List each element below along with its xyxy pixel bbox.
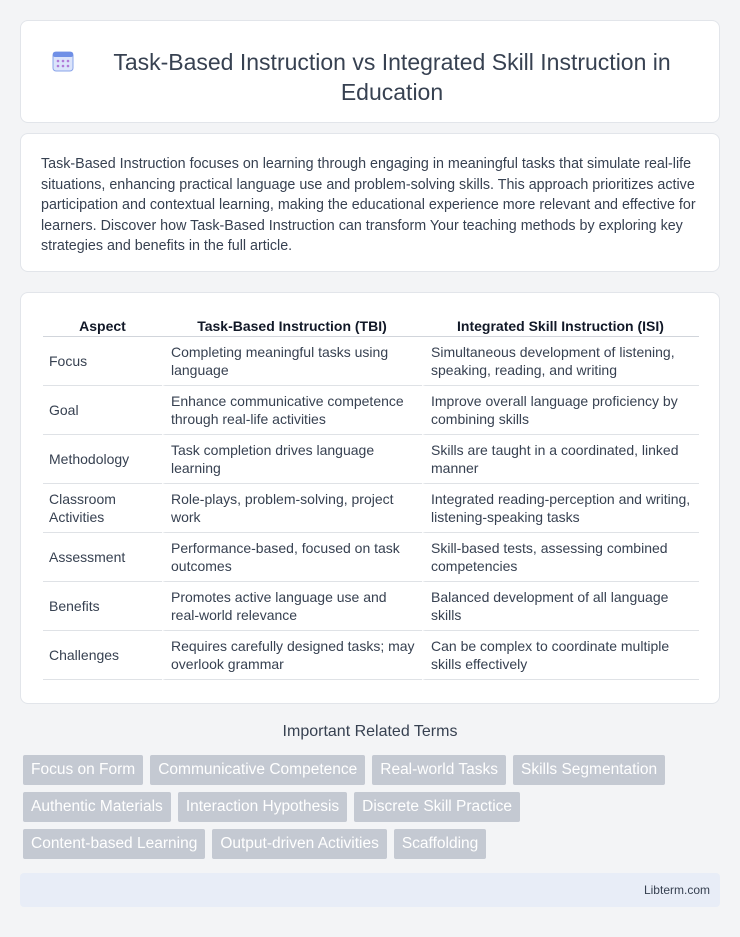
related-terms-list	[23, 755, 713, 866]
column-header-isi: Integrated Skill Instruction (ISI)	[422, 313, 699, 337]
tbi-cell: Enhance communicative competence through real-life activities	[162, 386, 422, 435]
aspect-cell: Focus	[43, 337, 162, 386]
isi-cell: Balanced development of all language skills	[422, 582, 699, 631]
related-terms-title: Important Related Terms	[282, 723, 458, 740]
tag-row	[23, 755, 713, 785]
tag-row	[23, 792, 713, 822]
term-tag[interactable]: Output-driven Activities	[212, 829, 387, 859]
comparison-table	[43, 313, 699, 680]
tbi-cell: Performance-based, focused on task outcomes	[162, 533, 422, 582]
footer-brand[interactable]: Libterm.com	[643, 883, 710, 897]
term-tag[interactable]: Content-based Learning	[23, 829, 205, 859]
isi-cell: Integrated reading-perception and writing, listening-speaking tasks	[422, 484, 699, 533]
comparison-table-card	[20, 292, 720, 704]
tbi-cell: Task completion drives language learning	[162, 435, 422, 484]
aspect-cell: Assessment	[43, 533, 162, 582]
term-tag[interactable]: Skills Segmentation	[513, 755, 665, 785]
table-row	[43, 484, 699, 533]
table-row	[43, 533, 699, 582]
table-row	[43, 631, 699, 680]
calendar-icon	[51, 49, 75, 73]
table-row	[43, 435, 699, 484]
table-row	[43, 582, 699, 631]
column-header-aspect: Aspect	[43, 313, 162, 337]
isi-cell: Simultaneous development of listening, speaking, reading, and writing	[422, 337, 699, 386]
tbi-cell: Requires carefully designed tasks; may overlook grammar	[162, 631, 422, 680]
intro-paragraph: Task-Based Instruction focuses on learning through engaging in meaningful tasks that simulate real-life situations, enhancing practical language use and problem-solving skills. This approach prioritizes active participation and contextual learning, making the educational experience more relevant and effective for learners. Discover how Task-Based Instruction can transform Your teaching methods by exploring key strategies and benefits in the full article.	[41, 156, 696, 254]
term-tag[interactable]: Scaffolding	[394, 829, 486, 859]
tag-row	[23, 829, 713, 859]
term-tag[interactable]: Authentic Materials	[23, 792, 171, 822]
title-wrap	[21, 21, 719, 107]
tbi-cell: Role-plays, problem-solving, project work	[162, 484, 422, 533]
table-row	[43, 386, 699, 435]
aspect-cell: Benefits	[43, 582, 162, 631]
term-tag[interactable]: Discrete Skill Practice	[354, 792, 520, 822]
term-tag[interactable]: Real-world Tasks	[372, 755, 506, 785]
header-card	[20, 20, 720, 123]
term-tag[interactable]: Interaction Hypothesis	[178, 792, 347, 822]
term-tag[interactable]: Focus on Form	[23, 755, 143, 785]
column-header-tbi: Task-Based Instruction (TBI)	[162, 313, 422, 337]
aspect-cell: Goal	[43, 386, 162, 435]
aspect-cell: Methodology	[43, 435, 162, 484]
table-row	[43, 337, 699, 386]
tbi-cell: Completing meaningful tasks using language	[162, 337, 422, 386]
aspect-cell: Classroom Activities	[43, 484, 162, 533]
intro-card	[20, 133, 720, 272]
table-header-row	[43, 313, 699, 337]
isi-cell: Improve overall language proficiency by combining skills	[422, 386, 699, 435]
isi-cell: Skills are taught in a coordinated, linked manner	[422, 435, 699, 484]
term-tag[interactable]: Communicative Competence	[150, 755, 365, 785]
footer-bar	[20, 873, 720, 907]
page-title: Task-Based Instruction vs Integrated Skill Instruction in Education	[113, 49, 671, 105]
tbi-cell: Promotes active language use and real-world relevance	[162, 582, 422, 631]
isi-cell: Skill-based tests, assessing combined competencies	[422, 533, 699, 582]
isi-cell: Can be complex to coordinate multiple skills effectively	[422, 631, 699, 680]
aspect-cell: Challenges	[43, 631, 162, 680]
